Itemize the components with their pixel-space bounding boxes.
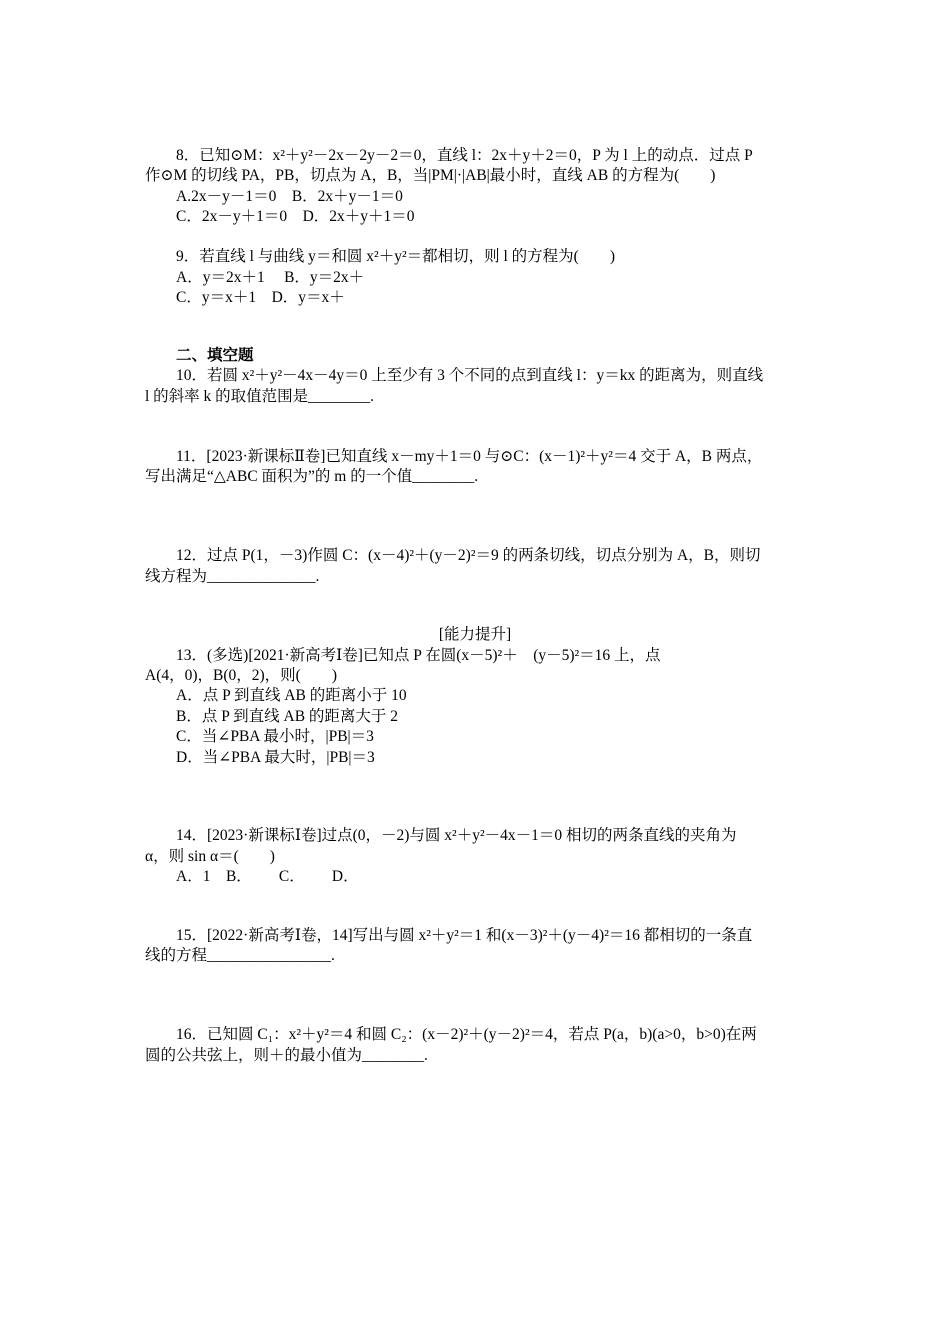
q11-line-1: 11．[2023·新课标Ⅱ卷]已知直线 x－my＋1＝0 与⊙C：(x－1)²＋y²＝4 交于 A，B 两点，: [176, 448, 763, 465]
q13-line-1: 13．(多选)[2021·新高考Ⅰ卷]已知点 P 在圆(x－5)²＋ (y－5)²＝16 上，点: [176, 647, 661, 664]
q12-line-2: 线方程为______________.: [145, 568, 320, 585]
q8-line-2: 作⊙M 的切线 PA，PB，切点为 A，B，当|PM|·|AB|最小时，直线 AB 的方程为( ): [145, 167, 716, 184]
q11-line-2: 写出满足“△ABC 面积为”的 m 的一个值________.: [145, 468, 479, 485]
q8-option-cd: C．2x－y＋1＝0 D．2x＋y＋1＝0: [176, 208, 415, 225]
q16-line-2: 圆的公共弦上，则＋的最小值为________.: [145, 1047, 428, 1064]
section-advanced-heading: [能力提升]: [438, 626, 512, 643]
q10-line-1: 10．若圆 x²＋y²－4x－4y＝0 上至少有 3 个不同的点到直线 l：y＝kx 的距离为，则直线: [176, 367, 764, 384]
q13-option-d: D．当∠PBA 最大时，|PB|＝3: [176, 749, 375, 766]
q12-line-1: 12．过点 P(1，－3)作圆 C：(x－4)²＋(y－2)²＝9 的两条切线，切点分别为 A，B，则切: [176, 547, 761, 564]
q15-line-1: 15．[2022·新高考Ⅰ卷，14]写出与圆 x²＋y²＝1 和(x－3)²＋(y－4)²＝16 都相切的一条直: [176, 927, 753, 944]
q14-options: A．1 B． C． D．: [176, 868, 359, 885]
q13-option-a: A．点 P 到直线 AB 的距离小于 10: [176, 687, 407, 704]
q14-line-1: 14．[2023·新课标Ⅰ卷]过点(0，－2)与圆 x²＋y²－4x－1＝0 相切的两条直线的夹角为: [176, 827, 737, 844]
q14-line-2: α，则 sin α＝( ): [145, 848, 275, 865]
q15-line-2: 线的方程________________.: [145, 947, 335, 964]
q9-line-1: 9．若直线 l 与曲线 y＝和圆 x²＋y²＝都相切，则 l 的方程为( ): [176, 248, 615, 265]
q9-option-ab: A．y＝2x＋1 B．y＝2x＋: [176, 269, 365, 286]
q8-line-1: 8．已知⊙M：x²＋y²－2x－2y－2＝0，直线 l：2x＋y＋2＝0，P 为 l 上的动点．过点 P: [176, 147, 753, 164]
q16-line-1: 16．已知圆 C₁：x²＋y²＝4 和圆 C₂：(x－2)²＋(y－2)²＝4，若点 P(a，b)(a>0，b>0)在两: [176, 1026, 757, 1043]
q8-option-ab: A.2x－y－1＝0 B．2x＋y－1＝0: [176, 188, 403, 205]
q13-option-b: B．点 P 到直线 AB 的距离大于 2: [176, 708, 399, 725]
q10-line-2: l 的斜率 k 的取值范围是________.: [145, 388, 375, 405]
q9-option-cd: C．y＝x＋1 D．y＝x＋: [176, 289, 345, 306]
section-fill-in-heading: 二、填空题: [176, 347, 254, 364]
q13-line-2: A(4，0)，B(0，2)，则( ): [145, 667, 338, 684]
q13-option-c: C．当∠PBA 最小时，|PB|＝3: [176, 728, 374, 745]
